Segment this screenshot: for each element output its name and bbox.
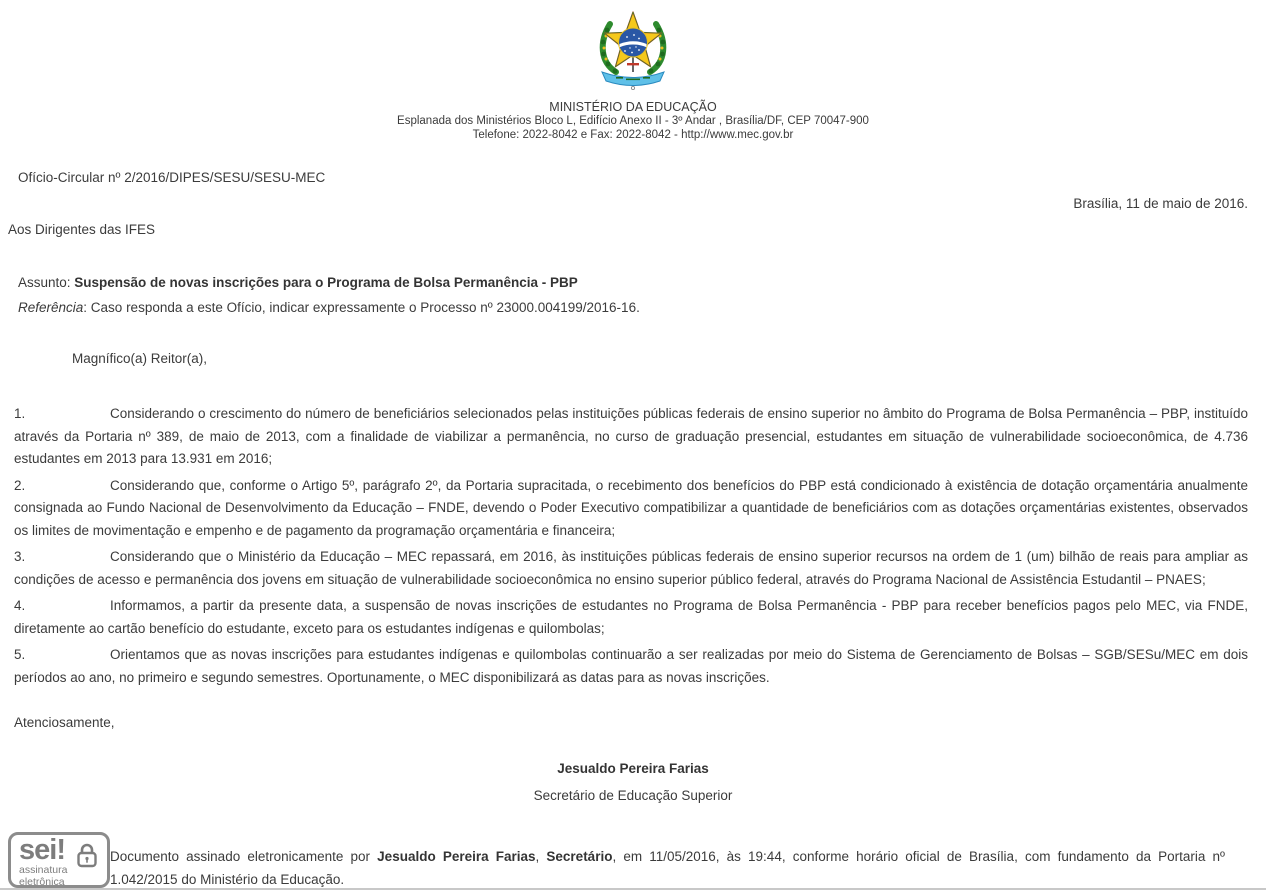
signature-statement-mid: , — [535, 849, 547, 864]
sei-sub-line2: eletrônica — [19, 876, 65, 888]
subject-line — [18, 275, 1248, 290]
paragraph-1 — [14, 403, 1248, 471]
signature-statement-post: , em 11/05/2016, às 19:44, conforme horário oficial de Brasília, com fundamento da Portaria nº 1.042/2015 do Ministério da Educação. — [110, 849, 1225, 887]
electronic-signature-statement — [110, 845, 1225, 891]
paragraph-5-number: 5. — [14, 647, 26, 662]
paragraph-5 — [14, 644, 1248, 689]
brazil-coat-of-arms-icon — [594, 6, 672, 92]
reference-line — [18, 300, 1248, 315]
reference-text: : Caso responda a este Ofício, indicar expressamente o Processo nº 23000.004199/2016-16. — [83, 300, 640, 315]
recipients-line: Aos Dirigentes das IFES — [8, 222, 156, 237]
closing: Atenciosamente, — [14, 715, 115, 730]
paragraph-1-text: Considerando o crescimento do número de beneficiários selecionados pelas instituições públicas federais de ensino superior no âmbito do Programa de Bolsa Permanência – PBP, instituído através da Portaria nº 389, de maio de 2013, com a finalidade de viabilizar a permanência, no curso de graduação presencial, estudantes em situação de vulnerabilidade socioeconômica, de 4.736 estudantes em 2013 para 13.931 em 2016; — [14, 406, 1248, 466]
paragraph-2-number: 2. — [14, 477, 26, 493]
bottom-divider — [0, 888, 1266, 890]
paragraph-4 — [14, 595, 1248, 640]
sei-logo: sei! — [19, 834, 65, 866]
document-number: Ofício-Circular nº 2/2016/DIPES/SESU/SESU-MEC — [18, 170, 326, 185]
ministry-address: Esplanada dos Ministérios Bloco L, Edifício Anexo II - 3º Andar , Brasília/DF, CEP 70047-900 — [397, 115, 869, 127]
ministry-title: MINISTÉRIO DA EDUCAÇÃO — [549, 100, 717, 114]
paragraph-4-number: 4. — [14, 598, 26, 613]
signer-role: Secretário de Educação Superior — [533, 788, 733, 803]
paragraph-3-number: 3. — [14, 549, 26, 564]
subject-label: Assunto: — [18, 275, 75, 290]
paragraph-2 — [14, 475, 1248, 543]
signature-statement-role: Secretário — [546, 849, 613, 864]
paragraph-2-text: Considerando que, conforme o Artigo 5º, parágrafo 2º, da Portaria supracitada, o recebimento dos benefícios do PBP está condicionado à existência de dotação orçamentária anualmente consignada ao Fundo Nacional de Desenvolvimento da Educação – FNDE, devendo o Poder Executivo compatibilizar a quantidade de beneficiários com as dotações orçamentárias existentes, observados os limites de movimentação e empenho e de pagamento da programação orçamentária e financeira; — [14, 477, 1248, 538]
paragraph-3 — [14, 546, 1248, 591]
signer-name: Jesualdo Pereira Farias — [557, 761, 709, 776]
paragraph-3-text: Considerando que o Ministério da Educação – MEC repassará, em 2016, às instituições públicas federais de ensino superior recursos na ordem de 1 (um) bilhão de reais para ampliar as condições de acesso e permanência dos jovens em situação de vulnerabilidade socioeconômica no ensino superior público federal, através do Programa Nacional de Assistência Estudantil – PNAES; — [14, 549, 1248, 587]
ministry-contact: Telefone: 2022-8042 e Fax: 2022-8042 - http://www.mec.gov.br — [472, 129, 794, 141]
signature-statement-pre: Documento assinado eletronicamente por — [110, 849, 378, 864]
signature-statement-name: Jesualdo Pereira Farias — [377, 849, 536, 864]
sei-sub-line1: assinatura — [19, 864, 68, 876]
paragraph-1-number: 1. — [14, 406, 26, 421]
paragraph-5-text: Orientamos que as novas inscrições para estudantes indígenas e quilombolas continuarão a ser realizadas por meio do Sistema de Gerenciamento de Bolsas – SGB/SESu/MEC em dois períodos ao ano, no primeiro e segundo semestres. Oportunamente, o MEC disponibilizará as datas para as novas inscrições. — [14, 647, 1248, 685]
place-and-date: Brasília, 11 de maio de 2016. — [1073, 196, 1248, 211]
subject-text: Suspensão de novas inscrições para o Programa de Bolsa Permanência - PBP — [74, 275, 578, 290]
padlock-icon — [76, 843, 98, 869]
sei-signature-stamp — [8, 832, 110, 888]
paragraph-4-text: Informamos, a partir da presente data, a suspensão de novas inscrições de estudantes no Programa de Bolsa Permanência - PBP para receber benefícios pagos pelo MEC, via FNDE, diretamente ao cartão benefício do estudante, exceto para os estudantes indígenas e quilombolas; — [14, 598, 1248, 636]
salutation: Magnífico(a) Reitor(a), — [72, 351, 208, 366]
letter-paragraphs — [0, 403, 1266, 689]
letterhead — [0, 0, 1266, 142]
reference-label: Referência — [18, 300, 84, 315]
